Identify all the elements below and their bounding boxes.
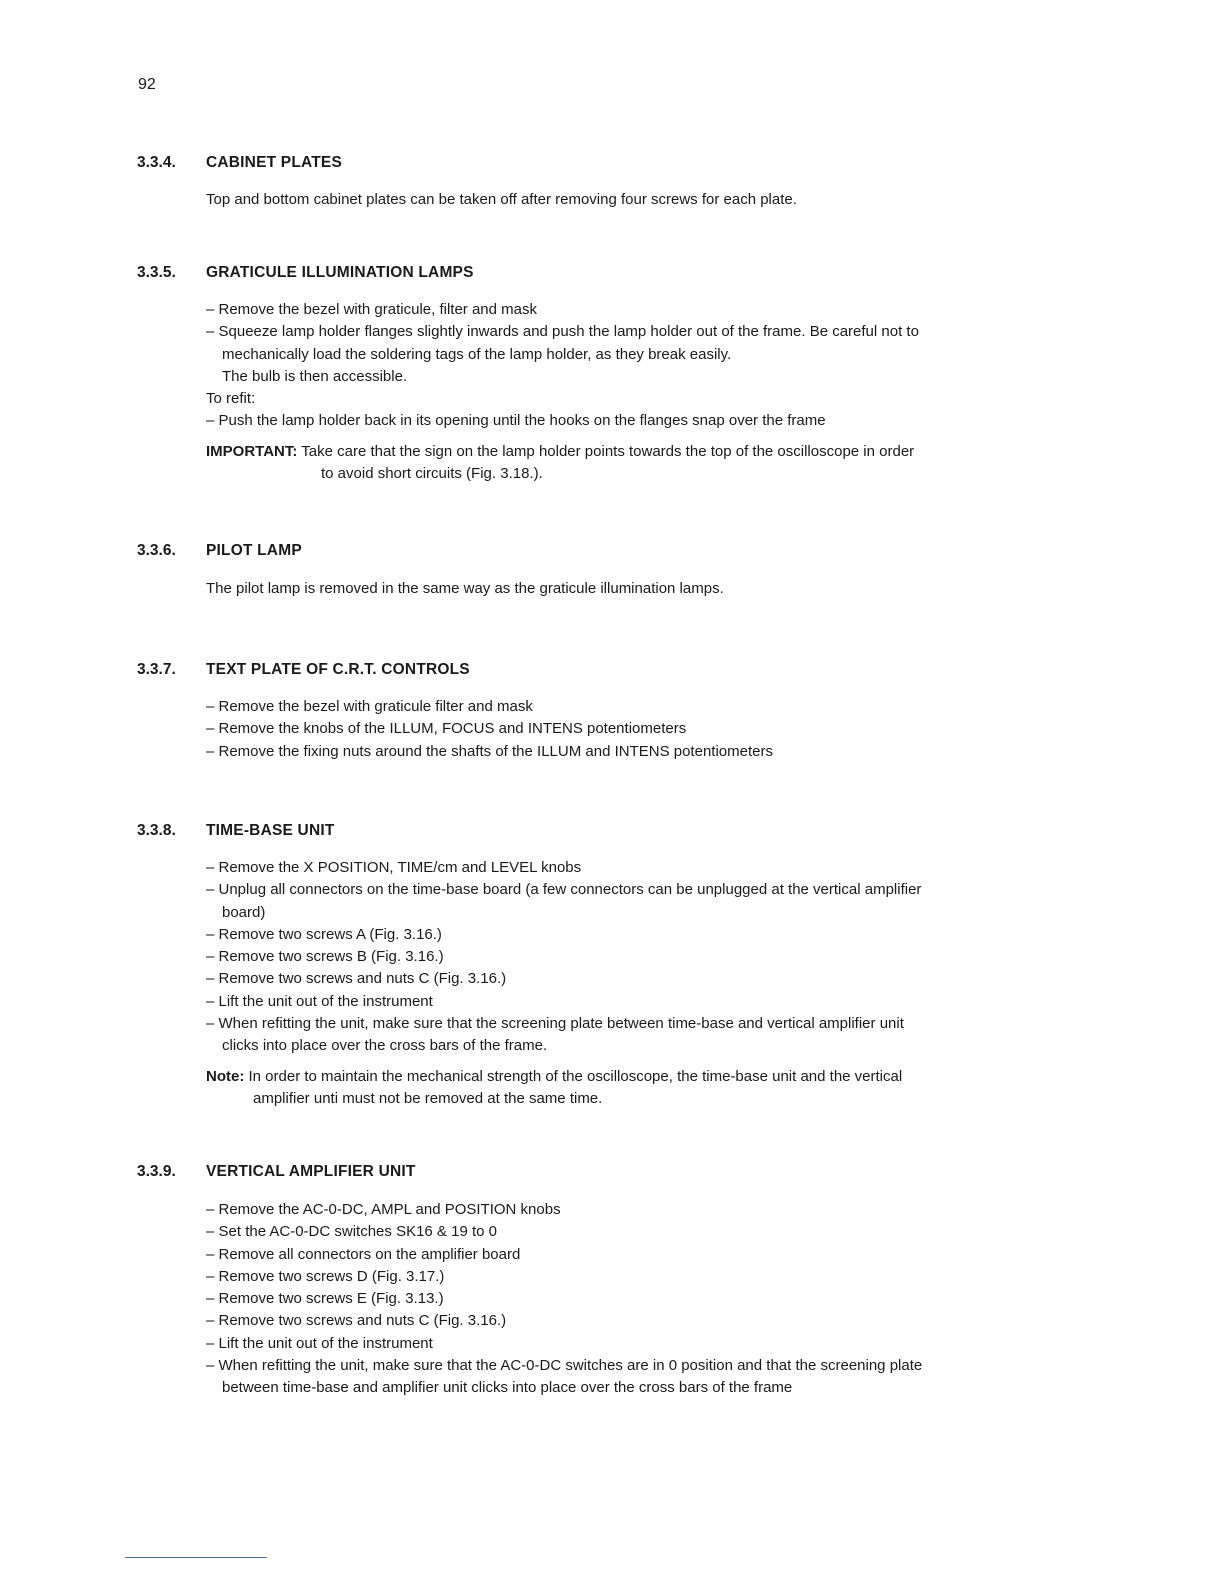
list-item: – Remove two screws and nuts C (Fig. 3.16.)	[206, 1312, 507, 1330]
list-item: – Remove two screws and nuts C (Fig. 3.16.)	[206, 970, 507, 988]
section-number: 3.3.4.	[137, 154, 176, 171]
section-number: 3.3.9.	[137, 1163, 176, 1180]
important-label: IMPORTANT:	[206, 442, 298, 460]
list-item: – Lift the unit out of the instrument	[206, 992, 433, 1010]
section-number: 3.3.6.	[137, 542, 176, 559]
list-item-continuation: between time-base and amplifier unit clicks into place over the cross bars of the frame	[222, 1379, 793, 1397]
list-item: – Remove two screws B (Fig. 3.16.)	[206, 948, 444, 966]
page-number: 92	[138, 76, 156, 93]
section-number: 3.3.5.	[137, 264, 176, 281]
section-title: CABINET PLATES	[206, 154, 342, 171]
important-note	[206, 441, 1036, 463]
list-item: – Remove all connectors on the amplifier board	[206, 1245, 521, 1263]
list-item: – Remove two screws D (Fig. 3.17.)	[206, 1267, 445, 1285]
section-title: TEXT PLATE OF C.R.T. CONTROLS	[206, 661, 470, 678]
list-item: – When refitting the unit, make sure that the AC-0-DC switches are in 0 position and that the screening plate	[206, 1357, 923, 1375]
paragraph-line: The pilot lamp is removed in the same way as the graticule illumination lamps.	[206, 580, 724, 597]
list-item-continuation: board)	[222, 903, 266, 921]
section-title: TIME-BASE UNIT	[206, 822, 335, 839]
list-item: – Remove the fixing nuts around the shafts of the ILLUM and INTENS potentiometers	[206, 742, 773, 760]
list-item: – Remove the AC-0-DC, AMPL and POSITION knobs	[206, 1201, 561, 1218]
list-item: – Squeeze lamp holder flanges slightly inwards and push the lamp holder out of the frame. Be careful not to	[206, 323, 919, 341]
note	[206, 1066, 1036, 1088]
list-item-continuation: clicks into place over the cross bars of the frame.	[222, 1037, 548, 1055]
list-item: – Remove the bezel with graticule, filter and mask	[206, 301, 537, 318]
list-item: – Remove the X POSITION, TIME/cm and LEVEL knobs	[206, 859, 582, 876]
important-continuation: to avoid short circuits (Fig. 3.18.).	[321, 465, 543, 483]
list-item-continuation: The bulb is then accessible.	[222, 367, 408, 385]
list-item: – Remove two screws A (Fig. 3.16.)	[206, 925, 442, 943]
list-item: – Remove the knobs of the ILLUM, FOCUS and INTENS potentiometers	[206, 720, 687, 738]
list-item: – Remove the bezel with graticule filter and mask	[206, 698, 533, 715]
list-item: – Push the lamp holder back in its opening until the hooks on the flanges snap over the frame	[206, 412, 826, 430]
list-item: – Lift the unit out of the instrument	[206, 1334, 433, 1352]
section-number: 3.3.8.	[137, 822, 176, 839]
list-item-continuation: mechanically load the soldering tags of the lamp holder, as they break easily.	[222, 345, 732, 363]
section-title: VERTICAL AMPLIFIER UNIT	[206, 1163, 416, 1180]
scan-artifact-line	[125, 1557, 267, 1558]
note-label: Note:	[206, 1067, 245, 1085]
list-item: – When refitting the unit, make sure that the screening plate between time-base and vertical amplifier unit	[206, 1015, 904, 1033]
section-number: 3.3.7.	[137, 661, 176, 678]
section-title: PILOT LAMP	[206, 542, 302, 559]
paragraph-line: Top and bottom cabinet plates can be taken off after removing four screws for each plate.	[206, 191, 797, 208]
list-item: – Set the AC-0-DC switches SK16 & 19 to 0	[206, 1223, 497, 1241]
note-continuation: amplifier unti must not be removed at the same time.	[253, 1089, 603, 1107]
note-text: In order to maintain the mechanical strength of the oscilloscope, the time-base unit and the vertical	[248, 1067, 903, 1085]
section-title: GRATICULE ILLUMINATION LAMPS	[206, 264, 474, 281]
paragraph-line: To refit:	[206, 390, 256, 408]
list-item: – Remove two screws E (Fig. 3.13.)	[206, 1290, 444, 1308]
important-text: Take care that the sign on the lamp holder points towards the top of the oscilloscope in order	[301, 442, 915, 460]
list-item: – Unplug all connectors on the time-base board (a few connectors can be unplugged at the vertical amplifier	[206, 881, 922, 899]
